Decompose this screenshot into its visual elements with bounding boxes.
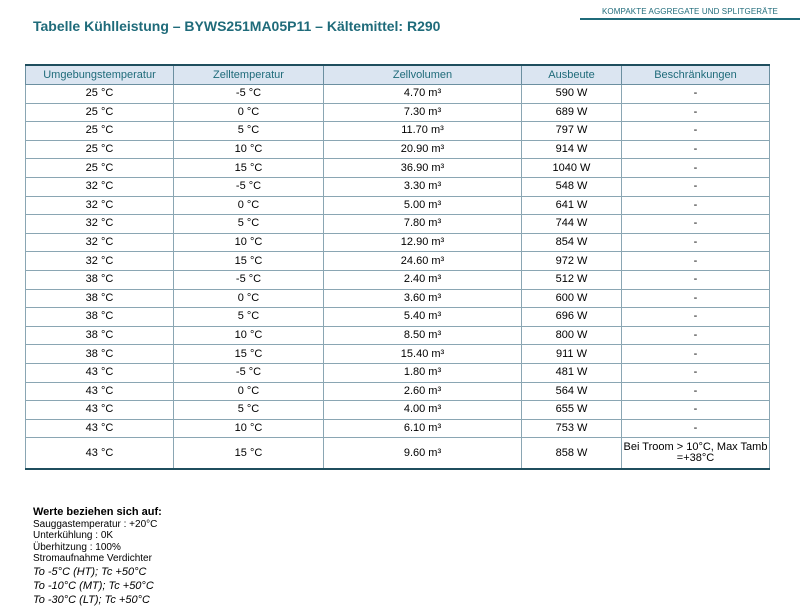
table-cell: 15 °C: [174, 345, 324, 364]
table-row: [26, 308, 770, 327]
table-row: [26, 85, 770, 104]
table-cell: -: [622, 419, 770, 438]
note-line: Sauggastemperatur : +20°C: [33, 518, 158, 530]
table-row: [26, 103, 770, 122]
table-cell: 6.10 m³: [324, 419, 522, 438]
table-cell: 1.80 m³: [324, 363, 522, 382]
table-cell: 7.80 m³: [324, 215, 522, 234]
note-italic-line: To -5°C (HT); Tc +50°C: [33, 565, 147, 578]
table-cell: 797 W: [522, 122, 622, 141]
table-cell: -: [622, 159, 770, 178]
table-cell: 696 W: [522, 308, 622, 327]
table-cell: 25 °C: [26, 159, 174, 178]
table-cell: 15 °C: [174, 159, 324, 178]
table-row: [26, 177, 770, 196]
table-cell: 914 W: [522, 140, 622, 159]
table-cell: -: [622, 122, 770, 141]
table-cell: -5 °C: [174, 363, 324, 382]
table-cell: 800 W: [522, 326, 622, 345]
header-tagline: KOMPAKTE AGGREGATE UND SPLITGERÄTE: [601, 7, 778, 16]
note-italic-line: To -10°C (MT); Tc +50°C: [33, 579, 154, 592]
table-cell: 590 W: [522, 85, 622, 104]
header-divider: [580, 18, 800, 20]
table-cell: 0 °C: [174, 196, 324, 215]
column-header: Beschränkungen: [622, 65, 770, 85]
table-cell: 564 W: [522, 382, 622, 401]
column-header: Umgebungstemperatur: [26, 65, 174, 85]
table-cell: -: [622, 270, 770, 289]
table-row: [26, 438, 770, 470]
table-cell: 15.40 m³: [324, 345, 522, 364]
table-cell: 10 °C: [174, 326, 324, 345]
table-cell: 2.60 m³: [324, 382, 522, 401]
table-cell: 858 W: [522, 438, 622, 470]
notes-section: [33, 507, 162, 607]
table-row: [26, 122, 770, 141]
table-cell: 911 W: [522, 345, 622, 364]
table-cell: -: [622, 382, 770, 401]
table-cell: -: [622, 345, 770, 364]
table-cell: 24.60 m³: [324, 252, 522, 271]
table-cell: 38 °C: [26, 289, 174, 308]
table-cell: 972 W: [522, 252, 622, 271]
table-cell: 854 W: [522, 233, 622, 252]
table-cell: 20.90 m³: [324, 140, 522, 159]
table-cell: 5 °C: [174, 401, 324, 420]
table-cell: 753 W: [522, 419, 622, 438]
notes-heading: Werte beziehen sich auf:: [33, 506, 162, 518]
table-cell: -: [622, 103, 770, 122]
table-cell: 32 °C: [26, 215, 174, 234]
note-line: Unterkühlung : 0K: [33, 530, 114, 541]
table-row: [26, 215, 770, 234]
table-cell: 744 W: [522, 215, 622, 234]
table-row: [26, 252, 770, 271]
table-cell: -: [622, 140, 770, 159]
table-cell: -: [622, 308, 770, 327]
header-strip: [580, 0, 800, 20]
table-cell: 43 °C: [26, 438, 174, 470]
note-line: Stromaufnahme Verdichter: [33, 553, 152, 564]
table-cell: 655 W: [522, 401, 622, 420]
column-header: Zelltemperatur: [174, 65, 324, 85]
note-line: Überhitzung : 100%: [33, 541, 121, 553]
table-cell: 25 °C: [26, 122, 174, 141]
table-row: [26, 233, 770, 252]
table-cell: -: [622, 177, 770, 196]
table-cell: 38 °C: [26, 326, 174, 345]
table-cell: 43 °C: [26, 363, 174, 382]
table-cell: 10 °C: [174, 419, 324, 438]
table-cell: 7.30 m³: [324, 103, 522, 122]
table-cell: 38 °C: [26, 345, 174, 364]
table-cell: 0 °C: [174, 382, 324, 401]
table-row: [26, 326, 770, 345]
table-cell: 25 °C: [26, 140, 174, 159]
table-cell: 11.70 m³: [324, 122, 522, 141]
table-cell: 548 W: [522, 177, 622, 196]
table-cell: Bei Troom > 10°C, Max Tamb =+38°C: [622, 438, 770, 470]
table-row: [26, 363, 770, 382]
table-cell: 3.30 m³: [324, 177, 522, 196]
table-cell: -: [622, 363, 770, 382]
table-cell: -: [622, 289, 770, 308]
table-cell: -: [622, 252, 770, 271]
table-cell: -: [622, 326, 770, 345]
table-cell: 5 °C: [174, 308, 324, 327]
column-header: Zellvolumen: [324, 65, 522, 85]
table-cell: -5 °C: [174, 270, 324, 289]
page-title: Tabelle Kühlleistung – BYWS251MA05P11 – Kältemittel: R290: [33, 18, 441, 34]
table-cell: 43 °C: [26, 382, 174, 401]
table-cell: 4.70 m³: [324, 85, 522, 104]
table-row: [26, 289, 770, 308]
table-cell: 481 W: [522, 363, 622, 382]
table-row: [26, 196, 770, 215]
table-cell: 15 °C: [174, 252, 324, 271]
table-cell: 600 W: [522, 289, 622, 308]
table-cell: 689 W: [522, 103, 622, 122]
note-italic-line: To -30°C (LT); Tc +50°C: [33, 593, 150, 606]
table-cell: 9.60 m³: [324, 438, 522, 470]
table-cell: -5 °C: [174, 85, 324, 104]
table-header-row: [26, 65, 770, 85]
table-cell: 43 °C: [26, 419, 174, 438]
table-cell: 5.00 m³: [324, 196, 522, 215]
table-cell: -: [622, 401, 770, 420]
table-cell: 43 °C: [26, 401, 174, 420]
table-row: [26, 270, 770, 289]
table-cell: 15 °C: [174, 438, 324, 470]
table-cell: 32 °C: [26, 252, 174, 271]
table-cell: 0 °C: [174, 289, 324, 308]
table-cell: 10 °C: [174, 233, 324, 252]
table-cell: 8.50 m³: [324, 326, 522, 345]
table-cell: -: [622, 233, 770, 252]
table-cell: 0 °C: [174, 103, 324, 122]
table-cell: -: [622, 196, 770, 215]
table-row: [26, 159, 770, 178]
table-cell: 3.60 m³: [324, 289, 522, 308]
table-cell: 5 °C: [174, 122, 324, 141]
table-cell: 10 °C: [174, 140, 324, 159]
table-cell: 32 °C: [26, 177, 174, 196]
table-cell: 36.90 m³: [324, 159, 522, 178]
table-cell: 5 °C: [174, 215, 324, 234]
table-cell: -5 °C: [174, 177, 324, 196]
table-row: [26, 345, 770, 364]
table-cell: 641 W: [522, 196, 622, 215]
table-cell: 32 °C: [26, 233, 174, 252]
cooling-capacity-table: [25, 64, 770, 470]
table-cell: 32 °C: [26, 196, 174, 215]
column-header: Ausbeute: [522, 65, 622, 85]
table-row: [26, 382, 770, 401]
table-cell: 38 °C: [26, 270, 174, 289]
table-cell: 12.90 m³: [324, 233, 522, 252]
table-cell: 25 °C: [26, 85, 174, 104]
table-cell: 4.00 m³: [324, 401, 522, 420]
table-cell: -: [622, 85, 770, 104]
table-row: [26, 401, 770, 420]
table-cell: 512 W: [522, 270, 622, 289]
table-cell: 38 °C: [26, 308, 174, 327]
table-cell: 25 °C: [26, 103, 174, 122]
table-cell: 2.40 m³: [324, 270, 522, 289]
table-cell: 1040 W: [522, 159, 622, 178]
table-cell: -: [622, 215, 770, 234]
table-cell: 5.40 m³: [324, 308, 522, 327]
table-row: [26, 419, 770, 438]
table-row: [26, 140, 770, 159]
